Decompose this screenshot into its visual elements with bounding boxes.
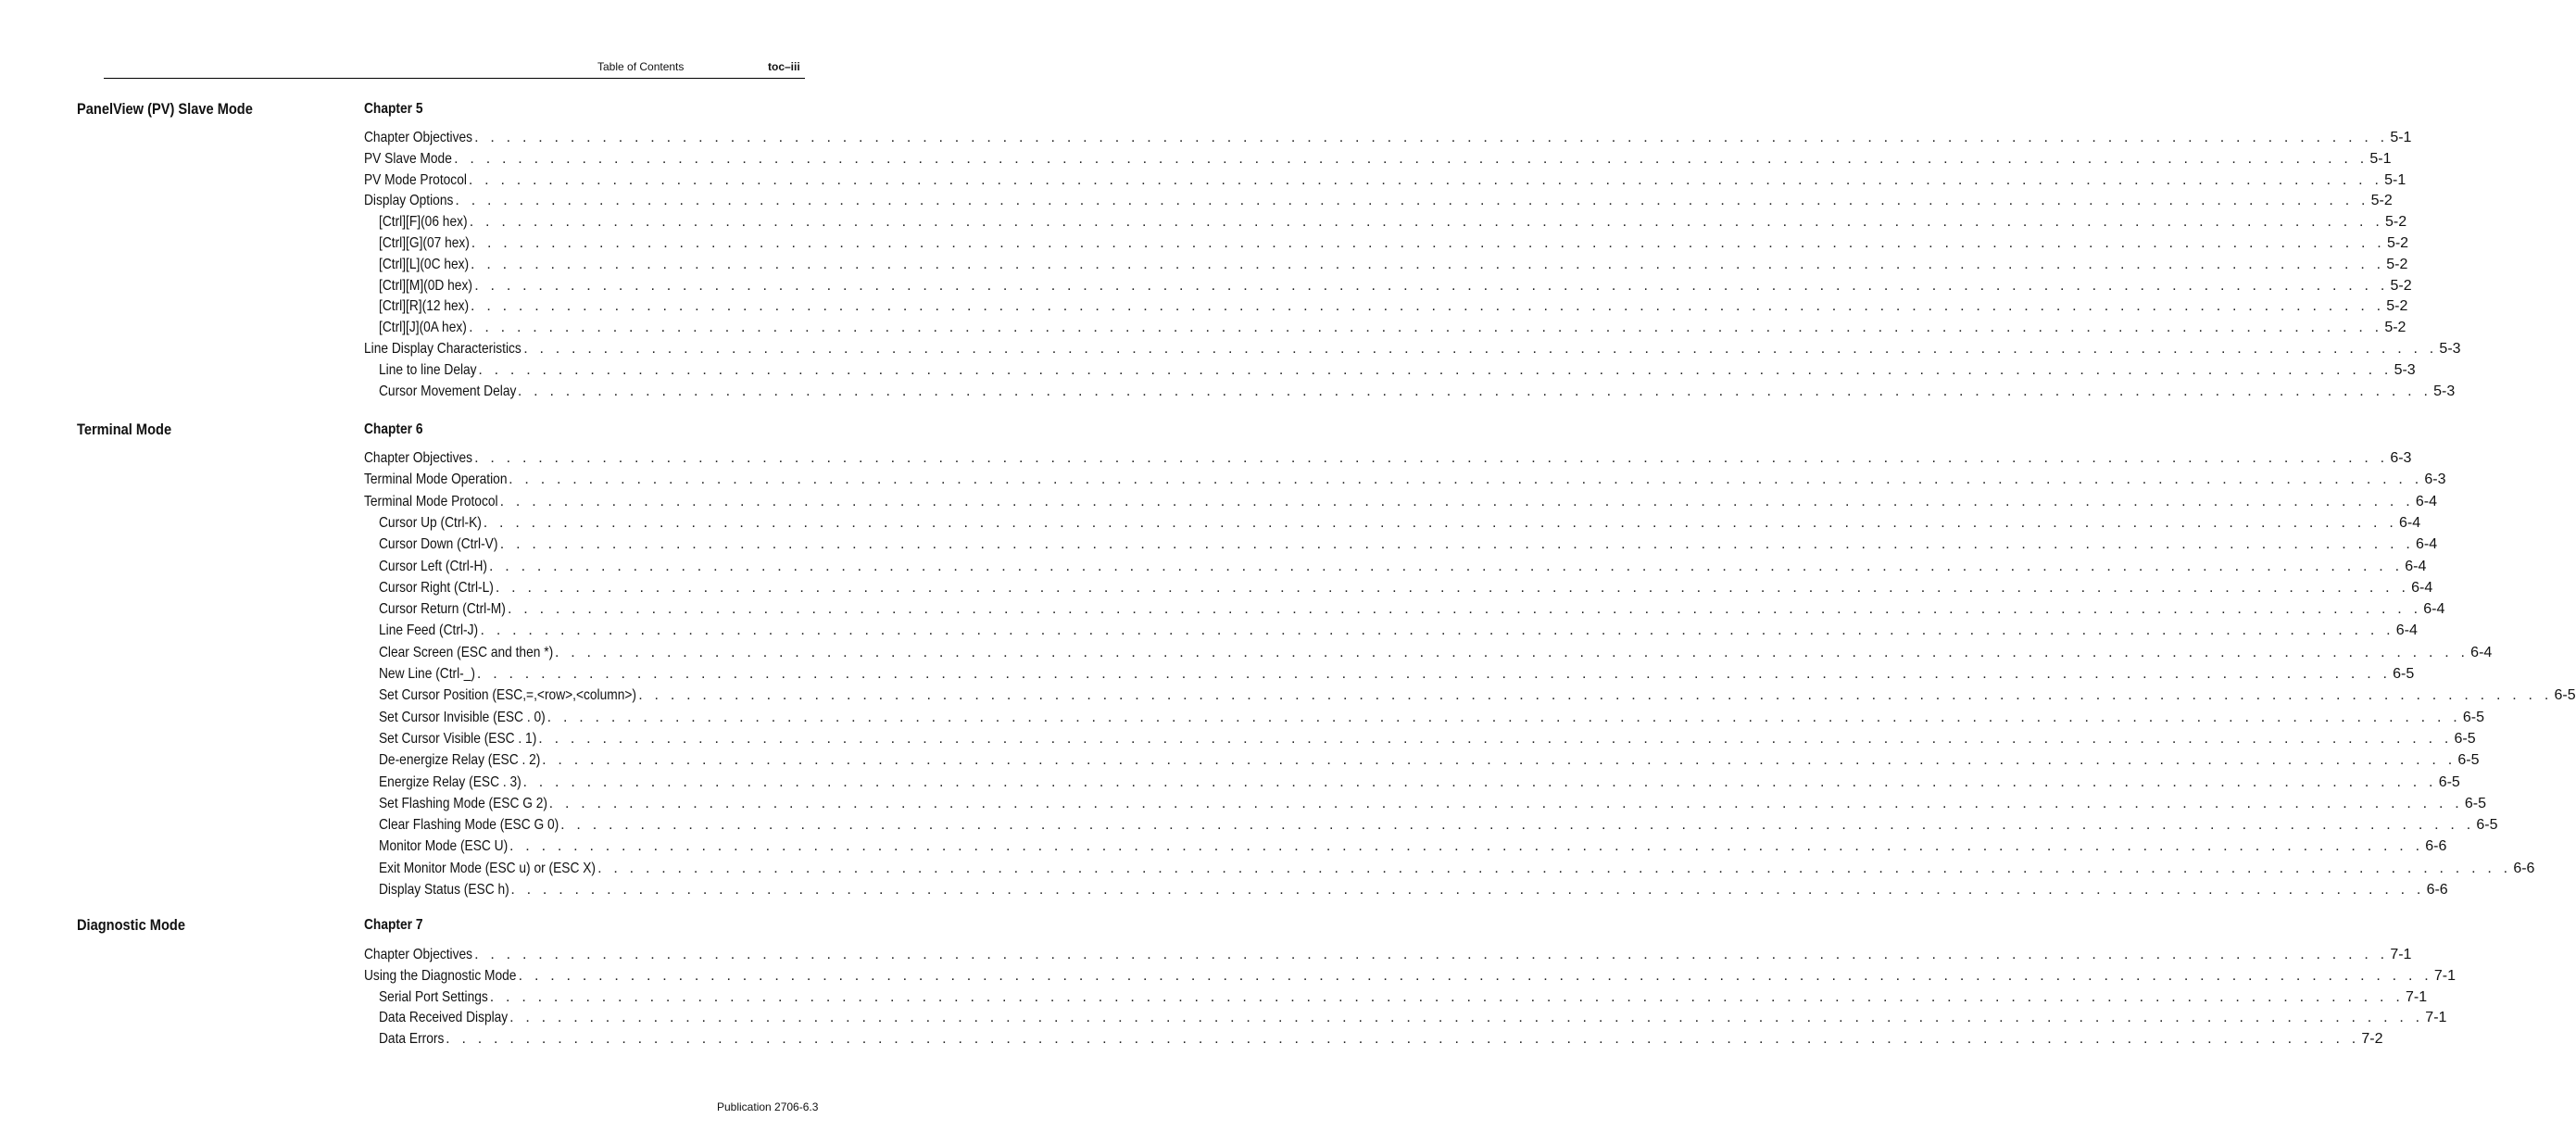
toc-entry-label: Set Cursor Visible (ESC . 1) xyxy=(379,730,537,747)
dot-leader: . . . . . . . . . . . . . . . . . . . . . . . . . . . . . . . . . . . . . . . . . . . . . . . . . . . . . . . . . . . . . . . . . . . . . . . . . . . . . . . . . . . . . . . . . . . . . . . . . . . . . . . . . . . . . . . . . . . . . . . . xyxy=(480,622,2394,639)
toc-entry-label: [Ctrl][F](06 hex) xyxy=(379,214,468,231)
dot-leader: . . . . . . . . . . . . . . . . . . . . . . . . . . . . . . . . . . . . . . . . . . . . . . . . . . . . . . . . . . . . . . . . . . . . . . . . . . . . . . . . . . . . . . . . . . . . . . . . . . . . . . . . . . . . . . . . . . . . . . . . xyxy=(468,171,2383,188)
dot-leader: . . . . . . . . . . . . . . . . . . . . . . . . . . . . . . . . . . . . . . . . . . . . . . . . . . . . . . . . . . . . . . . . . . . . . . . . . . . . . . . . . . . . . . . . . . . . . . . . . . . . . . . . . . . . . . . . . . . . . . . . xyxy=(499,493,2414,509)
section-title-diagnostic-mode: Diagnostic Mode xyxy=(77,916,185,934)
dot-leader: . . . . . . . . . . . . . . . . . . . . . . . . . . . . . . . . . . . . . . . . . . . . . . . . . . . . . . . . . . . . . . . . . . . . . . . . . . . . . . . . . . . . . . . . . . . . . . . . . . . . . . . . . . . . . . . . . . . . . . . . xyxy=(499,536,2415,553)
toc-entry xyxy=(379,1031,2383,1050)
toc-entry-label: Serial Port Settings xyxy=(379,988,488,1005)
toc-entry-label: PV Slave Mode xyxy=(364,150,452,167)
toc-entry-label: Line Display Characteristics xyxy=(364,341,521,357)
toc-entry-label: Cursor Movement Delay xyxy=(379,383,517,399)
dot-leader: . . . . . . . . . . . . . . . . . . . . . . . . . . . . . . . . . . . . . . . . . . . . . . . . . . . . . . . . . . . . . . . . . . . . . . . . . . . . . . . . . . . . . . . . . . . . . . . . . . . . . . . . . . . . . . . . . . . . . . . . xyxy=(554,644,2469,660)
dot-leader: . . . . . . . . . . . . . . . . . . . . . . . . . . . . . . . . . . . . . . . . . . . . . . . . . . . . . . . . . . . . . . . . . . . . . . . . . . . . . . . . . . . . . . . . . . . . . . . . . . . . . . . . . . . . . . . . . . . . . . . . xyxy=(471,298,2385,315)
dot-leader: . . . . . . . . . . . . . . . . . . . . . . . . . . . . . . . . . . . . . . . . . . . . . . . . . . . . . . . . . . . . . . . . . . . . . . . . . . . . . . . . . . . . . . . . . . . . . . . . . . . . . . . . . . . . . . . . . . . . . . . . xyxy=(474,947,2389,962)
toc-entry xyxy=(364,450,2412,469)
dot-leader: . . . . . . . . . . . . . . . . . . . . . . . . . . . . . . . . . . . . . . . . . . . . . . . . . . . . . . . . . . . . . . . . . . . . . . . . . . . . . . . . . . . . . . . . . . . . . . . . . . . . . . . . . . . . . . . . . . . . . . . . xyxy=(454,150,2369,167)
toc-entry-label: [Ctrl][J](0A hex) xyxy=(379,320,467,336)
toc-entry-page: 7-1 xyxy=(2390,947,2412,962)
dot-leader: . . . . . . . . . . . . . . . . . . . . . . . . . . . . . . . . . . . . . . . . . . . . . . . . . . . . . . . . . . . . . . . . . . . . . . . . . . . . . . . . . . . . . . . . . . . . . . . . . . . . . . . . . . . . . . . . . . . . . . . . xyxy=(518,967,2432,984)
toc-entry-label: Set Cursor Position (ESC,=,<row>,<column>) xyxy=(379,687,636,704)
toc-entry xyxy=(379,1010,2447,1028)
toc-entry xyxy=(379,622,2418,641)
toc-entry-label: Clear Screen (ESC and then *) xyxy=(379,644,554,660)
toc-entry-label: Data Errors xyxy=(379,1031,445,1048)
toc-entry-label: [Ctrl][R](12 hex) xyxy=(379,298,470,315)
toc-entry-page: 5-3 xyxy=(2433,383,2456,399)
toc-entry-label: Terminal Mode Operation xyxy=(364,471,508,488)
toc-entry xyxy=(379,277,2412,296)
toc-entry-label: Line Feed (Ctrl-J) xyxy=(379,622,479,639)
toc-entry-page: 6-5 xyxy=(2554,687,2576,704)
toc-entry xyxy=(379,361,2416,381)
toc-entry xyxy=(379,709,2485,728)
dot-leader: . . . . . . . . . . . . . . . . . . . . . . . . . . . . . . . . . . . . . . . . . . . . . . . . . . . . . . . . . . . . . . . . . . . . . . . . . . . . . . . . . . . . . . . . . . . . . . . . . . . . . . . . . . . . . . . . . . . . . . . . xyxy=(509,1010,2424,1026)
toc-entry-label: [Ctrl][G](07 hex) xyxy=(379,235,470,251)
toc-entry xyxy=(379,817,2498,836)
toc-entry xyxy=(364,947,2412,965)
toc-entry xyxy=(379,988,2428,1008)
toc-entry xyxy=(379,687,2576,706)
chapter-6-heading: Chapter 6 xyxy=(364,421,423,437)
toc-entry-label: Monitor Mode (ESC U) xyxy=(379,838,509,855)
toc-entry-page: 6-5 xyxy=(2476,817,2498,834)
dot-leader: . . . . . . . . . . . . . . . . . . . . . . . . . . . . . . . . . . . . . . . . . . . . . . . . . . . . . . . . . . . . . . . . . . . . . . . . . . . . . . . . . . . . . . . . . . . . . . . . . . . . . . . . . . . . . . . . . . . . . . . . xyxy=(509,471,2423,488)
toc-entry xyxy=(379,214,2407,233)
dot-leader: . . . . . . . . . . . . . . . . . . . . . . . . . . . . . . . . . . . . . . . . . . . . . . . . . . . . . . . . . . . . . . . . . . . . . . . . . . . . . . . . . . . . . . . . . . . . . . . . . . . . . . . . . . . . . . . . . . . . . . . . xyxy=(538,730,2453,747)
toc-entry-label: Cursor Up (Ctrl-K) xyxy=(379,514,482,531)
toc-entry-page: 5-2 xyxy=(2386,235,2409,251)
toc-entry-label: Display Status (ESC h) xyxy=(379,882,509,898)
dot-leader: . . . . . . . . . . . . . . . . . . . . . . . . . . . . . . . . . . . . . . . . . . . . . . . . . . . . . . . . . . . . . . . . . . . . . . . . . . . . . . . . . . . . . . . . . . . . . . . . . . . . . . . . . . . . . . . . . . . . . . . . xyxy=(542,752,2457,769)
toc-entry-page: 5-1 xyxy=(2369,150,2392,167)
publication-footer: Publication 2706-6.3 xyxy=(717,1100,819,1113)
dot-leader: . . . . . . . . . . . . . . . . . . . . . . . . . . . . . . . . . . . . . . . . . . . . . . . . . . . . . . . . . . . . . . . . . . . . . . . . . . . . . . . . . . . . . . . . . . . . . . . . . . . . . . . . . . . . . . . . . . . . . . . . xyxy=(476,666,2392,682)
toc-entry xyxy=(379,320,2406,338)
toc-entry-label: Chapter Objectives xyxy=(364,130,473,145)
toc-entry xyxy=(364,471,2446,490)
toc-entry xyxy=(379,383,2456,402)
dot-leader: . . . . . . . . . . . . . . . . . . . . . . . . . . . . . . . . . . . . . . . . . . . . . . . . . . . . . . . . . . . . . . . . . . . . . . . . . . . . . . . . . . . . . . . . . . . . . . . . . . . . . . . . . . . . . . . . . . . . . . . . xyxy=(474,277,2389,294)
toc-entry-label: PV Mode Protocol xyxy=(364,171,467,188)
toc-entry-page: 6-4 xyxy=(2405,558,2427,574)
toc-entry xyxy=(379,773,2460,793)
dot-leader: . . . . . . . . . . . . . . . . . . . . . . . . . . . . . . . . . . . . . . . . . . . . . . . . . . . . . . . . . . . . . . . . . . . . . . . . . . . . . . . . . . . . . . . . . . . . . . . . . . . . . . . . . . . . . . . . . . . . . . . . xyxy=(471,235,2385,251)
dot-leader: . . . . . . . . . . . . . . . . . . . . . . . . . . . . . . . . . . . . . . . . . . . . . . . . . . . . . . . . . . . . . . . . . . . . . . . . . . . . . . . . . . . . . . . . . . . . . . . . . . . . . . . . . . . . . . . . . . . . . . . . xyxy=(446,1031,2360,1048)
dot-leader: . . . . . . . . . . . . . . . . . . . . . . . . . . . . . . . . . . . . . . . . . . . . . . . . . . . . . . . . . . . . . . . . . . . . . . . . . . . . . . . . . . . . . . . . . . . . . . . . . . . . . . . . . . . . . . . . . . . . . . . . xyxy=(495,579,2410,596)
dot-leader: . . . . . . . . . . . . . . . . . . . . . . . . . . . . . . . . . . . . . . . . . . . . . . . . . . . . . . . . . . . . . . . . . . . . . . . . . . . . . . . . . . . . . . . . . . . . . . . . . . . . . . . . . . . . . . . . . . . . . . . . xyxy=(522,773,2437,790)
toc-entry xyxy=(379,644,2493,663)
toc-entry-page: 6-4 xyxy=(2415,493,2437,509)
toc-entry-label: New Line (Ctrl-_) xyxy=(379,666,475,682)
toc-entry-label: [Ctrl][L](0C hex) xyxy=(379,256,470,272)
toc-entry xyxy=(379,558,2427,577)
toc-entry-page: 6-5 xyxy=(2457,752,2480,769)
dot-leader: . . . . . . . . . . . . . . . . . . . . . . . . . . . . . . . . . . . . . . . . . . . . . . . . . . . . . . . . . . . . . . . . . . . . . . . . . . . . . . . . . . . . . . . . . . . . . . . . . . . . . . . . . . . . . . . . . . . . . . . . xyxy=(547,709,2461,725)
toc-entry-page: 7-1 xyxy=(2433,967,2457,984)
toc-entry-page: 5-2 xyxy=(2370,193,2393,209)
toc-entry-page: 5-2 xyxy=(2390,277,2412,294)
dot-leader: . . . . . . . . . . . . . . . . . . . . . . . . . . . . . . . . . . . . . . . . . . . . . . . . . . . . . . . . . . . . . . . . . . . . . . . . . . . . . . . . . . . . . . . . . . . . . . . . . . . . . . . . . . . . . . . . . . . . . . . . xyxy=(469,214,2383,231)
toc-entry-label: Chapter Objectives xyxy=(364,947,473,962)
toc-entry-page: 6-6 xyxy=(2426,882,2448,898)
toc-entry-page: 5-1 xyxy=(2384,171,2406,188)
toc-entry xyxy=(379,795,2487,814)
toc-entry-label: De-energize Relay (ESC . 2) xyxy=(379,752,541,769)
toc-entry-page: 6-3 xyxy=(2390,450,2412,466)
dot-leader: . . . . . . . . . . . . . . . . . . . . . . . . . . . . . . . . . . . . . . . . . . . . . . . . . . . . . . . . . . . . . . . . . . . . . . . . . . . . . . . . . . . . . . . . . . . . . . . . . . . . . . . . . . . . . . . . . . . . . . . . xyxy=(510,882,2425,898)
toc-entry-label: Line to line Delay xyxy=(379,361,477,378)
toc-entry-page: 6-4 xyxy=(2398,514,2421,531)
toc-entry-page: 6-4 xyxy=(2411,579,2433,596)
dot-leader: . . . . . . . . . . . . . . . . . . . . . . . . . . . . . . . . . . . . . . . . . . . . . . . . . . . . . . . . . . . . . . . . . . . . . . . . . . . . . . . . . . . . . . . . . . . . . . . . . . . . . . . . . . . . . . . . . . . . . . . . xyxy=(507,601,2422,618)
dot-leader: . . . . . . . . . . . . . . . . . . . . . . . . . . . . . . . . . . . . . . . . . . . . . . . . . . . . . . . . . . . . . . . . . . . . . . . . . . . . . . . . . . . . . . . . . . . . . . . . . . . . . . . . . . . . . . . . . . . . . . . . xyxy=(478,361,2393,378)
toc-entry xyxy=(364,193,2393,211)
toc-entry-page: 6-5 xyxy=(2462,709,2485,725)
toc-entry xyxy=(379,860,2535,879)
dot-leader: . . . . . . . . . . . . . . . . . . . . . . . . . . . . . . . . . . . . . . . . . . . . . . . . . . . . . . . . . . . . . . . . . . . . . . . . . . . . . . . . . . . . . . . . . . . . . . . . . . . . . . . . . . . . . . . . . . . . . . . . xyxy=(471,256,2385,272)
toc-entry-page: 6-5 xyxy=(2454,730,2476,747)
dot-leader: . . . . . . . . . . . . . . . . . . . . . . . . . . . . . . . . . . . . . . . . . . . . . . . . . . . . . . . . . . . . . . . . . . . . . . . . . . . . . . . . . . . . . . . . . . . . . . . . . . . . . . . . . . . . . . . . . . . . . . . . xyxy=(489,558,2404,574)
dot-leader: . . . . . . . . . . . . . . . . . . . . . . . . . . . . . . . . . . . . . . . . . . . . . . . . . . . . . . . . . . . . . . . . . . . . . . . . . . . . . . . . . . . . . . . . . . . . . . . . . . . . . . . . . . . . . . . . . . . . . . . . xyxy=(548,795,2463,811)
toc-entry xyxy=(379,666,2415,685)
dot-leader: . . . . . . . . . . . . . . . . . . . . . . . . . . . . . . . . . . . . . . . . . . . . . . . . . . . . . . . . . . . . . . . . . . . . . . . . . . . . . . . . . . . . . . . . . . . . . . . . . . . . . . . . . . . . . . . . . . . . . . . . xyxy=(560,817,2475,834)
running-header-title: Table of Contents xyxy=(597,60,685,73)
toc-entry-label: [Ctrl][M](0D hex) xyxy=(379,277,472,294)
toc-entry-label: Set Cursor Invisible (ESC . 0) xyxy=(379,709,546,725)
toc-entry-page: 5-2 xyxy=(2386,298,2408,315)
header-rule xyxy=(104,78,805,79)
toc-entry xyxy=(364,130,2412,148)
dot-leader: . . . . . . . . . . . . . . . . . . . . . . . . . . . . . . . . . . . . . . . . . . . . . . . . . . . . . . . . . . . . . . . . . . . . . . . . . . . . . . . . . . . . . . . . . . . . . . . . . . . . . . . . . . . . . . . . . . . . . . . . xyxy=(638,687,2553,704)
toc-entry-page: 6-3 xyxy=(2424,471,2446,488)
toc-entry-page: 6-5 xyxy=(2393,666,2415,682)
chapter-5-heading: Chapter 5 xyxy=(364,101,423,117)
dot-leader: . . . . . . . . . . . . . . . . . . . . . . . . . . . . . . . . . . . . . . . . . . . . . . . . . . . . . . . . . . . . . . . . . . . . . . . . . . . . . . . . . . . . . . . . . . . . . . . . . . . . . . . . . . . . . . . . . . . . . . . . xyxy=(469,320,2383,336)
toc-entry-page: 7-2 xyxy=(2361,1031,2383,1048)
toc-entry xyxy=(379,579,2433,598)
toc-entry xyxy=(379,235,2409,254)
dot-leader: . . . . . . . . . . . . . . . . . . . . . . . . . . . . . . . . . . . . . . . . . . . . . . . . . . . . . . . . . . . . . . . . . . . . . . . . . . . . . . . . . . . . . . . . . . . . . . . . . . . . . . . . . . . . . . . . . . . . . . . . xyxy=(489,988,2404,1005)
toc-entry xyxy=(364,150,2392,170)
dot-leader: . . . . . . . . . . . . . . . . . . . . . . . . . . . . . . . . . . . . . . . . . . . . . . . . . . . . . . . . . . . . . . . . . . . . . . . . . . . . . . . . . . . . . . . . . . . . . . . . . . . . . . . . . . . . . . . . . . . . . . . . xyxy=(597,860,2512,876)
toc-entry-label: Display Options xyxy=(364,193,454,209)
toc-entry xyxy=(364,341,2461,359)
toc-entry xyxy=(379,730,2476,749)
section-title-terminal-mode: Terminal Mode xyxy=(77,421,172,438)
toc-entry-page: 6-4 xyxy=(2470,644,2493,660)
toc-entry-label: Cursor Right (Ctrl-L) xyxy=(379,579,494,596)
toc-entry-label: Data Received Display xyxy=(379,1010,509,1026)
toc-entry-page: 5-1 xyxy=(2390,130,2412,145)
chapter-7-heading: Chapter 7 xyxy=(364,917,423,933)
toc-entry-page: 5-3 xyxy=(2394,361,2416,378)
dot-leader: . . . . . . . . . . . . . . . . . . . . . . . . . . . . . . . . . . . . . . . . . . . . . . . . . . . . . . . . . . . . . . . . . . . . . . . . . . . . . . . . . . . . . . . . . . . . . . . . . . . . . . . . . . . . . . . . . . . . . . . . xyxy=(455,193,2369,209)
toc-entry-page: 5-2 xyxy=(2386,256,2408,272)
dot-leader: . . . . . . . . . . . . . . . . . . . . . . . . . . . . . . . . . . . . . . . . . . . . . . . . . . . . . . . . . . . . . . . . . . . . . . . . . . . . . . . . . . . . . . . . . . . . . . . . . . . . . . . . . . . . . . . . . . . . . . . . xyxy=(509,838,2424,855)
toc-entry-page: 6-6 xyxy=(2425,838,2447,855)
toc-entry xyxy=(379,536,2438,555)
toc-entry-page: 6-4 xyxy=(2416,536,2438,553)
toc-entry-page: 5-3 xyxy=(2439,341,2461,357)
toc-entry-label: Chapter Objectives xyxy=(364,450,473,466)
toc-entry xyxy=(379,601,2445,620)
toc-entry xyxy=(364,967,2457,987)
toc-entry-page: 5-2 xyxy=(2384,214,2407,231)
toc-entry xyxy=(379,298,2408,317)
toc-entry-page: 6-5 xyxy=(2438,773,2460,790)
toc-entry-page: 7-1 xyxy=(2405,988,2428,1005)
dot-leader: . . . . . . . . . . . . . . . . . . . . . . . . . . . . . . . . . . . . . . . . . . . . . . . . . . . . . . . . . . . . . . . . . . . . . . . . . . . . . . . . . . . . . . . . . . . . . . . . . . . . . . . . . . . . . . . . . . . . . . . . xyxy=(483,514,2397,531)
toc-entry-label: Cursor Down (Ctrl-V) xyxy=(379,536,498,553)
toc-entry xyxy=(379,256,2408,275)
toc-entry-page: 7-1 xyxy=(2425,1010,2447,1026)
toc-entry-label: Terminal Mode Protocol xyxy=(364,493,498,509)
toc-entry xyxy=(364,171,2406,191)
toc-entry xyxy=(379,838,2447,857)
dot-leader: . . . . . . . . . . . . . . . . . . . . . . . . . . . . . . . . . . . . . . . . . . . . . . . . . . . . . . . . . . . . . . . . . . . . . . . . . . . . . . . . . . . . . . . . . . . . . . . . . . . . . . . . . . . . . . . . . . . . . . . . xyxy=(523,341,2438,357)
toc-entry xyxy=(379,752,2480,771)
toc-entry-label: Exit Monitor Mode (ESC u) or (ESC X) xyxy=(379,860,596,876)
toc-entry-label: Set Flashing Mode (ESC G 2) xyxy=(379,795,548,811)
toc-entry xyxy=(364,493,2437,512)
toc-entry-label: Energize Relay (ESC . 3) xyxy=(379,773,521,790)
toc-entry-page: 5-2 xyxy=(2384,320,2406,336)
toc-entry-page: 6-4 xyxy=(2395,622,2418,639)
toc-entry-label: Using the Diagnostic Mode xyxy=(364,967,517,984)
section-title-pv-slave-mode: PanelView (PV) Slave Mode xyxy=(77,100,253,118)
toc-entry-label: Clear Flashing Mode (ESC G 0) xyxy=(379,817,559,834)
toc-entry-label: Cursor Return (Ctrl-M) xyxy=(379,601,506,618)
dot-leader: . . . . . . . . . . . . . . . . . . . . . . . . . . . . . . . . . . . . . . . . . . . . . . . . . . . . . . . . . . . . . . . . . . . . . . . . . . . . . . . . . . . . . . . . . . . . . . . . . . . . . . . . . . . . . . . . . . . . . . . . xyxy=(474,450,2389,466)
toc-entry-page: 6-5 xyxy=(2464,795,2487,811)
running-header-page-number: toc–iii xyxy=(768,60,800,73)
toc-entry-label: Cursor Left (Ctrl-H) xyxy=(379,558,487,574)
dot-leader: . . . . . . . . . . . . . . . . . . . . . . . . . . . . . . . . . . . . . . . . . . . . . . . . . . . . . . . . . . . . . . . . . . . . . . . . . . . . . . . . . . . . . . . . . . . . . . . . . . . . . . . . . . . . . . . . . . . . . . . . xyxy=(474,130,2389,145)
toc-entry-page: 6-6 xyxy=(2513,860,2535,876)
toc-entry-page: 6-4 xyxy=(2423,601,2445,618)
dot-leader: . . . . . . . . . . . . . . . . . . . . . . . . . . . . . . . . . . . . . . . . . . . . . . . . . . . . . . . . . . . . . . . . . . . . . . . . . . . . . . . . . . . . . . . . . . . . . . . . . . . . . . . . . . . . . . . . . . . . . . . . xyxy=(517,383,2432,399)
toc-entry xyxy=(379,882,2448,900)
toc-entry xyxy=(379,514,2421,534)
